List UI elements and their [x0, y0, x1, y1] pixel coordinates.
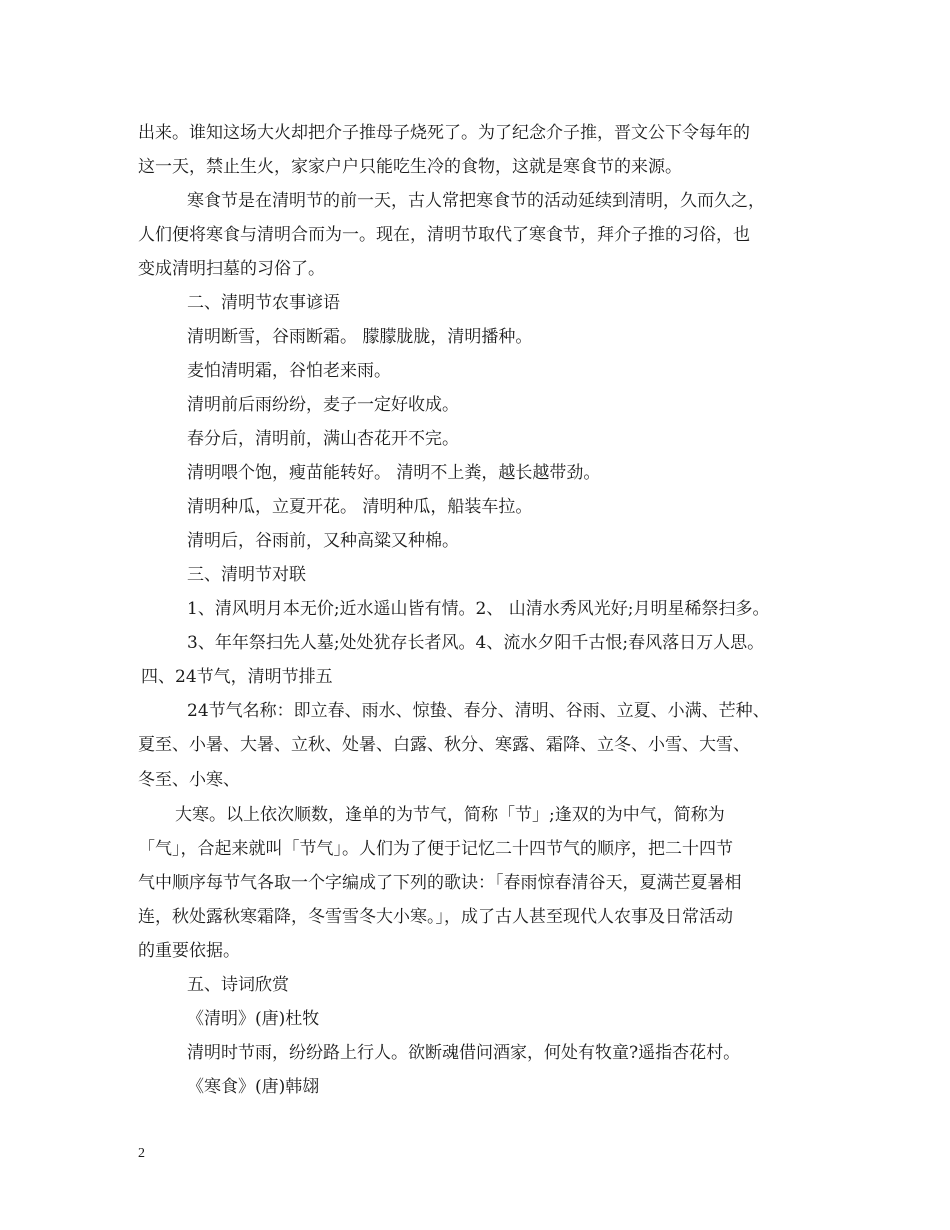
poem-text: 清明时节雨，纷纷路上行人。欲断魂借问酒家，何处有牧童?遥指杏花村。: [187, 1043, 741, 1063]
section-heading-2: 二、清明节农事谚语: [187, 293, 340, 313]
paragraph-line: 人们便将寒食与清明合而为一。现在，清明节取代了寒食节，拜介子推的习俗，也: [138, 225, 750, 245]
paragraph-line: 大寒。以上依次顺数，逢单的为节气，简称「节」;逢双的为中气，简称为: [175, 805, 725, 825]
section-heading-3: 三、清明节对联: [187, 565, 306, 585]
proverb-line: 清明种瓜，立夏开花。 清明种瓜，船装车拉。: [187, 497, 533, 517]
proverb-line: 麦怕清明霜，谷怕老来雨。: [187, 361, 391, 381]
proverb-line: 清明喂个饱，瘦苗能转好。 清明不上粪，越长越带劲。: [187, 463, 601, 483]
proverb-line: 清明后，谷雨前，又种高粱又种棉。: [187, 531, 459, 551]
section-heading-4: 四、24节气，清明节排五: [141, 667, 333, 687]
paragraph-line: 这一天，禁止生火，家家户户只能吃生冷的食物，这就是寒食节的来源。: [138, 157, 682, 177]
paragraph-line: 变成清明扫墓的习俗了。: [138, 259, 325, 279]
body-text: [138, 116, 828, 1104]
paragraph-line: 夏至、小暑、大暑、立秋、处暑、白露、秋分、寒露、霜降、立冬、小雪、大雪、: [138, 735, 750, 755]
poem-title: 《寒食》(唐)韩翃: [187, 1077, 320, 1097]
paragraph-line: 「气」，合起来就叫「节气」。人们为了便于记忆二十四节气的顺序，把二十四节: [138, 839, 733, 859]
paragraph-line: 的重要依据。: [138, 941, 240, 961]
paragraph-line: 连，秋处露秋寒霜降，冬雪雪冬大小寒。」，成了古人甚至现代人农事及日常活动: [138, 907, 733, 927]
proverb-line: 清明断雪，谷雨断霜。 朦朦胧胧，清明播种。: [187, 327, 533, 347]
couplet-line: 3、年年祭扫先人墓;处处犹存长者风。4、流水夕阳千古恨;春风落日万人思。: [187, 633, 765, 653]
paragraph-line: 24节气名称：即立春、雨水、惊蛰、春分、清明、谷雨、立夏、小满、芒种、: [187, 701, 770, 721]
poem-title: 《清明》(唐)杜牧: [187, 1009, 320, 1029]
couplet-line: 1、清风明月本无价;近水遥山皆有情。2、 山清水秀风光好;月明星稀祭扫多。: [187, 599, 770, 619]
proverb-line: 清明前后雨纷纷，麦子一定好收成。: [187, 395, 459, 415]
section-heading-5: 五、诗词欣赏: [187, 975, 289, 995]
paragraph-line: 出来。谁知这场大火却把介子推母子烧死了。为了纪念介子推，晋文公下令每年的: [138, 123, 750, 143]
page-number: 2: [138, 1146, 145, 1161]
paragraph-line: 寒食节是在清明节的前一天，古人常把寒食节的活动延续到清明，久而久之，: [187, 191, 765, 211]
paragraph-line: 冬至、小寒、: [138, 770, 240, 790]
paragraph-line: 气中顺序每节气各取一个字编成了下列的歌诀：「春雨惊春清谷天，夏满芒夏暑相: [138, 873, 742, 893]
proverb-line: 春分后，清明前，满山杏花开不完。: [187, 429, 459, 449]
